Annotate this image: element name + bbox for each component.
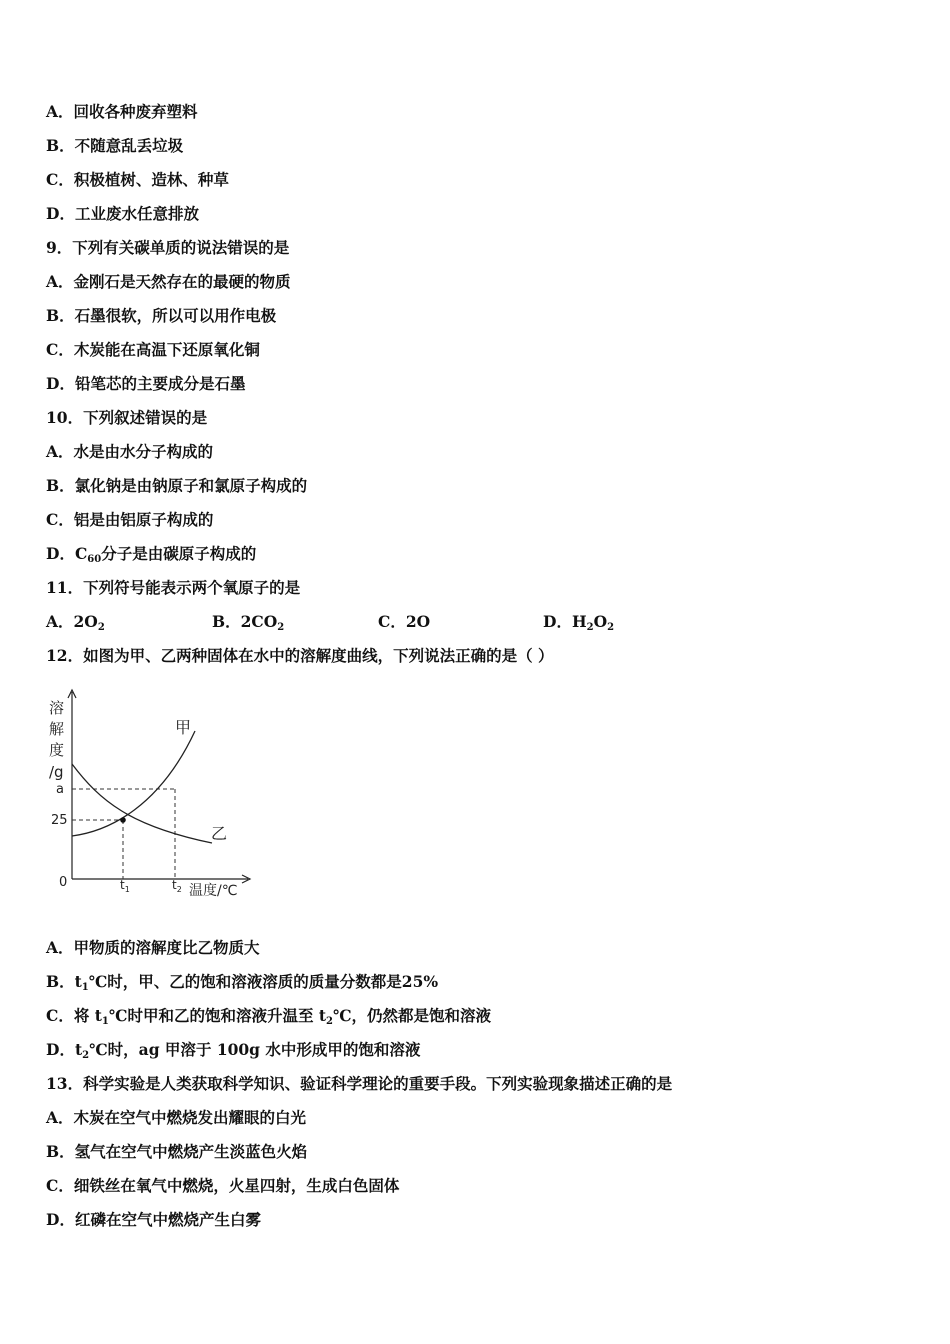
q11-option-d-text: D．H	[543, 612, 587, 631]
q11-option-d	[543, 612, 614, 632]
q13-option-c: C．细铁丝在氧气中燃烧，火星四射，生成白色固体	[46, 1176, 400, 1195]
q11-option-d-sub2: 2	[607, 622, 615, 633]
q10-option-d-sub: 60	[87, 554, 102, 565]
q9-option-c: C．木炭能在高温下还原氧化铜	[46, 340, 260, 359]
q11-option-a-sub: 2	[97, 622, 105, 633]
q12-option-b	[46, 972, 438, 992]
curve-jia	[72, 731, 195, 836]
q12-option-c-p2: ℃时甲和乙的饱和溶液升温至 t	[108, 1006, 327, 1025]
q12-option-a: A．甲物质的溶解度比乙物质大	[46, 938, 260, 957]
q11-option-b	[212, 612, 284, 632]
q12-option-d-s1: 2	[82, 1050, 90, 1061]
q11-option-a	[46, 612, 105, 632]
q13-option-a: A．木炭在空气中燃烧发出耀眼的白光	[46, 1108, 307, 1127]
y-tick-a: a	[56, 782, 64, 797]
intersection-point	[120, 817, 126, 823]
q11-option-c: C．2O	[378, 612, 431, 631]
q10-option-c: C．铝是由铝原子构成的	[46, 510, 214, 529]
q10-option-d-prefix: D．C	[46, 544, 88, 563]
q12-option-b-s1: 1	[81, 982, 89, 993]
q10-option-b: B．氯化钠是由钠原子和氯原子构成的	[46, 476, 308, 495]
q9-stem: 9．下列有关碳单质的说法错误的是	[46, 238, 290, 257]
q13-stem: 13．科学实验是人类获取科学知识、验证科学理论的重要手段。下列实验现象描述正确的是	[46, 1074, 673, 1093]
q9-option-a: A．金刚石是天然存在的最硬的物质	[46, 272, 291, 291]
q12-option-b-p2: ℃时，甲、乙的饱和溶液溶质的质量分数都是25%	[88, 972, 439, 991]
q10-option-a: A．水是由水分子构成的	[46, 442, 214, 461]
ylabel-char-2: 解	[49, 720, 65, 738]
x-tick-t2	[172, 878, 182, 894]
q9-option-d: D．铅笔芯的主要成分是石墨	[46, 374, 246, 393]
q11-option-b-sub: 2	[277, 622, 285, 633]
series-label-jia: 甲	[175, 718, 192, 737]
y-tick-25: 25	[51, 813, 68, 828]
q12-option-d-p2: ℃时，ag 甲溶于 100g 水中形成甲的饱和溶液	[89, 1040, 421, 1059]
x-tick-t2-base: t	[172, 878, 177, 892]
q12-stem: 12．如图为甲、乙两种固体在水中的溶解度曲线，下列说法正确的是（ ）	[46, 646, 554, 665]
q11-option-a-text: A．2O	[46, 612, 98, 631]
q12-option-d	[46, 1040, 420, 1060]
q12-option-d-p1: D．t	[46, 1040, 83, 1059]
q8-option-d: D．工业废水任意排放	[46, 204, 199, 223]
q10-option-d	[46, 544, 256, 564]
q12-option-c-s2: 2	[326, 1016, 333, 1027]
q12-option-b-p1: B．t	[46, 972, 82, 991]
x-tick-t2-sub: 2	[176, 885, 182, 894]
q10-option-d-suffix: 分子是由碳原子构成的	[101, 544, 257, 563]
q11-option-d-mid: O	[593, 612, 608, 631]
solubility-chart	[40, 686, 270, 901]
q12-option-c-p3: ℃，仍然都是饱和溶液	[332, 1006, 492, 1025]
x-tick-t1-base: t	[120, 878, 125, 892]
ylabel-char-3: 度	[49, 741, 65, 759]
q12-option-c-p1: C．将 t	[46, 1006, 102, 1025]
q9-option-b: B．石墨很软，所以可以用作电极	[46, 306, 277, 325]
q11-option-d-sub1: 2	[586, 622, 594, 633]
q11-stem: 11．下列符号能表示两个氧原子的是	[46, 578, 301, 597]
ylabel-char-4: /g	[49, 763, 64, 781]
origin-label: 0	[59, 875, 68, 890]
q13-option-b: B．氢气在空气中燃烧产生淡蓝色火焰	[46, 1142, 308, 1161]
series-label-yi: 乙	[211, 824, 228, 843]
x-tick-t1	[120, 878, 130, 894]
q12-option-c	[46, 1006, 491, 1026]
q10-stem: 10．下列叙述错误的是	[46, 408, 208, 427]
q8-option-a: A．回收各种废弃塑料	[46, 102, 198, 121]
x-tick-t1-sub: 1	[124, 885, 130, 894]
q8-option-c: C．积极植树、造林、种草	[46, 170, 229, 189]
q13-option-d: D．红磷在空气中燃烧产生白雾	[46, 1210, 261, 1229]
ylabel-char-1: 溶	[49, 699, 65, 717]
x-axis-label: 温度/℃	[189, 883, 238, 899]
q8-option-b: B．不随意乱丢垃圾	[46, 136, 184, 155]
q12-option-c-s1: 1	[101, 1016, 109, 1027]
q11-option-b-text: B．2CO	[212, 612, 278, 631]
